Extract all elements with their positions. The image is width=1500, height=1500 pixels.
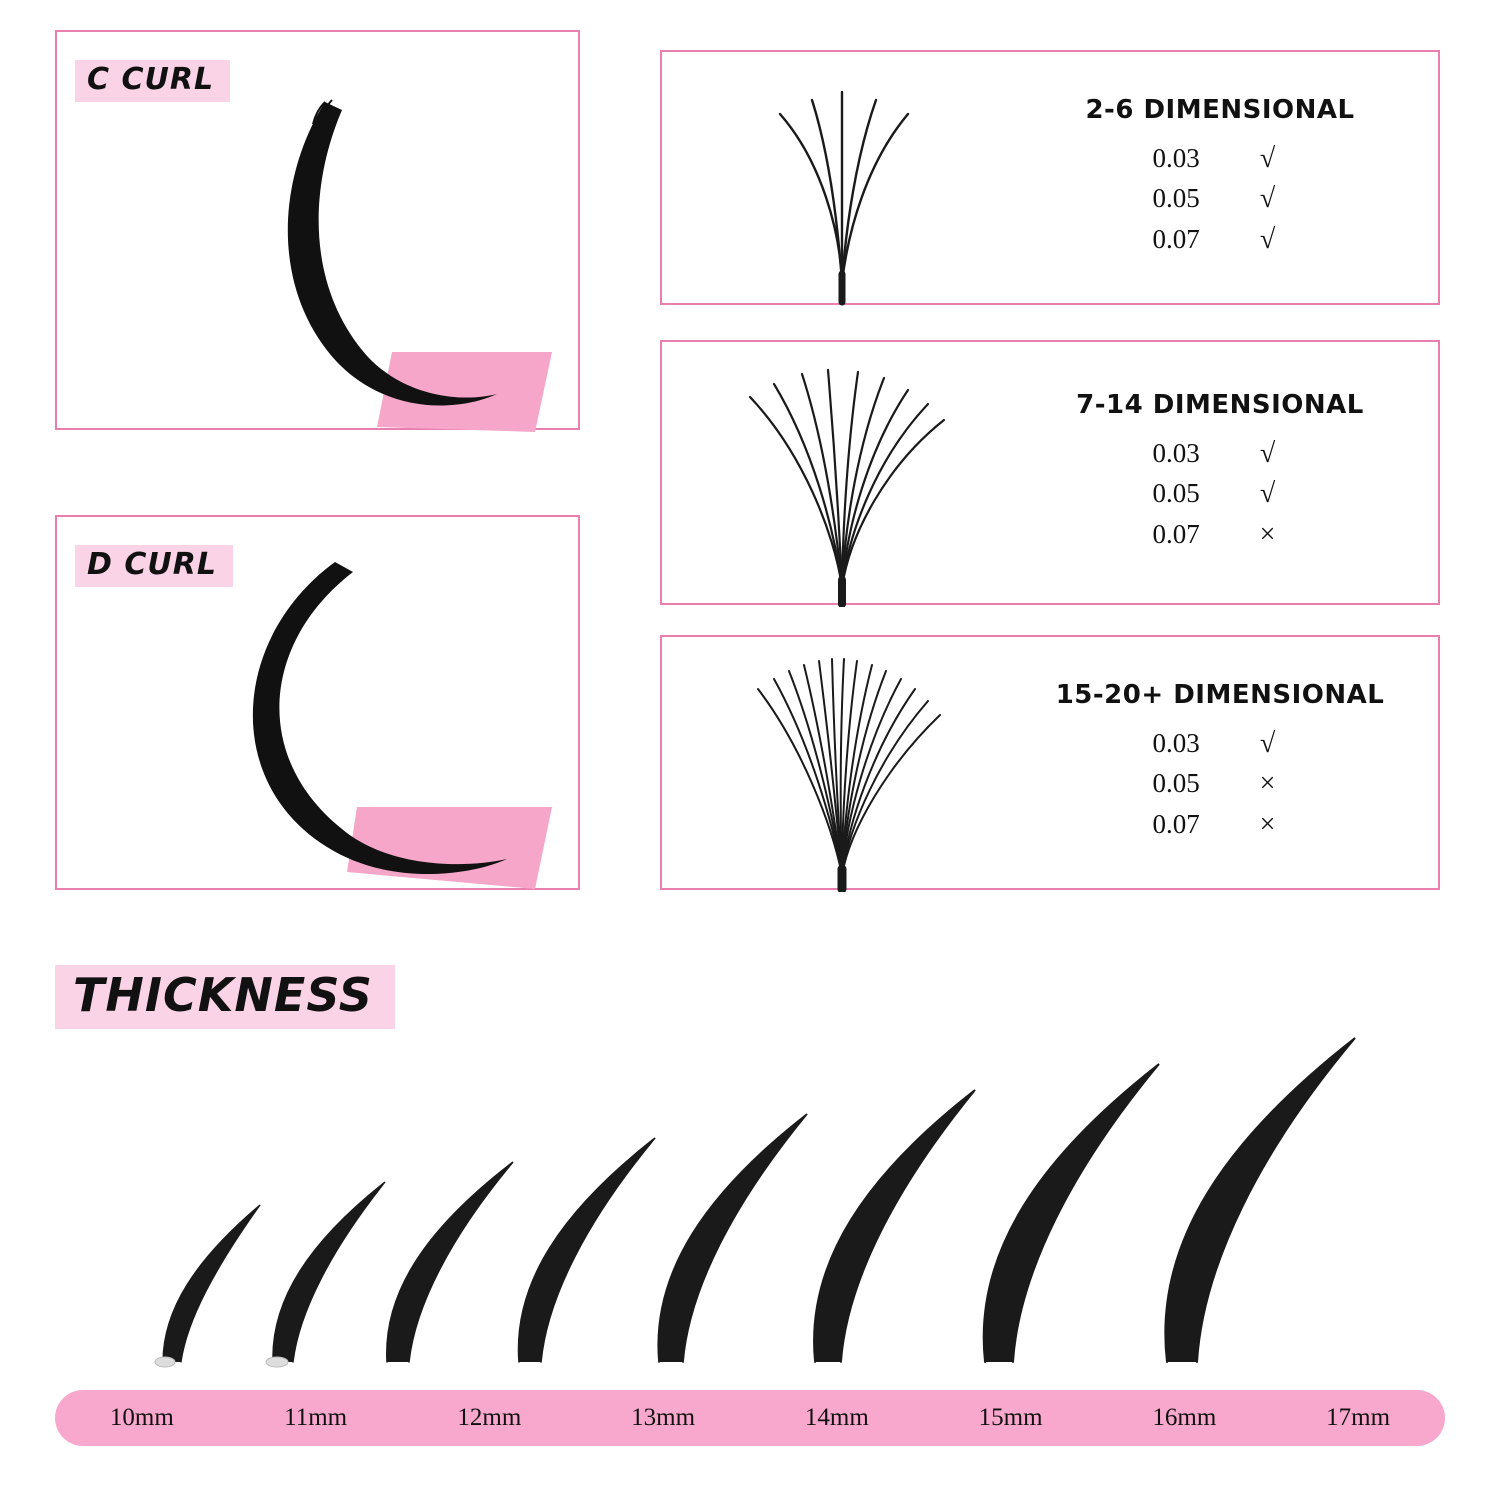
availability-mark: × bbox=[1259, 808, 1276, 840]
thickness-value: 0.07 bbox=[1152, 808, 1200, 839]
availability-row bbox=[1153, 724, 1288, 765]
availability-row bbox=[1153, 764, 1288, 805]
dimensional-info-7-14 bbox=[1022, 390, 1438, 556]
size-label: 11mm bbox=[284, 1404, 348, 1431]
fan-illustration-2-6 bbox=[662, 52, 1022, 303]
availability-mark: √ bbox=[1259, 478, 1276, 510]
lash-length-illustrations bbox=[55, 1010, 1445, 1370]
thickness-value: 0.05 bbox=[1152, 768, 1200, 799]
availability-mark: √ bbox=[1259, 223, 1276, 255]
availability-mark: × bbox=[1259, 518, 1276, 550]
dimensional-title: 7-14 DIMENSIONAL bbox=[1076, 389, 1364, 420]
thickness-availability-list bbox=[1153, 724, 1288, 846]
availability-mark: √ bbox=[1259, 727, 1276, 759]
availability-row bbox=[1153, 805, 1288, 846]
d-curl-label: D CURL bbox=[75, 545, 233, 587]
thickness-value: 0.07 bbox=[1152, 223, 1200, 254]
fan-illustration-7-14 bbox=[662, 342, 1022, 603]
size-label: 12mm bbox=[457, 1404, 522, 1431]
availability-row bbox=[1153, 474, 1288, 515]
thickness-value: 0.05 bbox=[1152, 183, 1200, 214]
size-label: 13mm bbox=[631, 1404, 696, 1431]
dimensional-panel-2-6 bbox=[660, 50, 1440, 305]
dimensional-info-2-6 bbox=[1022, 95, 1438, 261]
availability-row bbox=[1153, 179, 1288, 220]
dimensional-info-15-20 bbox=[1022, 680, 1438, 846]
thickness-value: 0.05 bbox=[1152, 478, 1200, 509]
availability-mark: × bbox=[1259, 768, 1276, 800]
dimensional-panel-15-20 bbox=[660, 635, 1440, 890]
d-curl-panel bbox=[55, 515, 580, 890]
thickness-availability-list bbox=[1153, 434, 1288, 556]
size-label: 10mm bbox=[109, 1404, 174, 1431]
lash-length-scale-bar bbox=[55, 1390, 1445, 1446]
dimensional-title: 2-6 DIMENSIONAL bbox=[1085, 94, 1355, 125]
availability-row bbox=[1153, 220, 1288, 261]
thickness-value: 0.03 bbox=[1152, 437, 1200, 468]
c-curl-label: C CURL bbox=[75, 60, 230, 102]
availability-mark: √ bbox=[1259, 142, 1276, 174]
thickness-value: 0.03 bbox=[1152, 142, 1200, 173]
fan-illustration-15-20 bbox=[662, 637, 1022, 888]
availability-mark: √ bbox=[1259, 437, 1276, 469]
thickness-section-label: THICKNESS bbox=[55, 965, 395, 1029]
thickness-value: 0.07 bbox=[1152, 518, 1200, 549]
size-label: 16mm bbox=[1152, 1404, 1217, 1431]
size-label: 17mm bbox=[1326, 1404, 1391, 1431]
thickness-availability-list bbox=[1153, 139, 1288, 261]
size-label: 15mm bbox=[978, 1404, 1043, 1431]
availability-row bbox=[1153, 515, 1288, 556]
dimensional-panel-7-14 bbox=[660, 340, 1440, 605]
thickness-value: 0.03 bbox=[1152, 727, 1200, 758]
size-label: 14mm bbox=[804, 1404, 869, 1431]
dimensional-title: 15-20+ DIMENSIONAL bbox=[1055, 679, 1385, 710]
availability-row bbox=[1153, 434, 1288, 475]
c-curl-panel bbox=[55, 30, 580, 430]
availability-row bbox=[1153, 139, 1288, 180]
availability-mark: √ bbox=[1259, 183, 1276, 215]
